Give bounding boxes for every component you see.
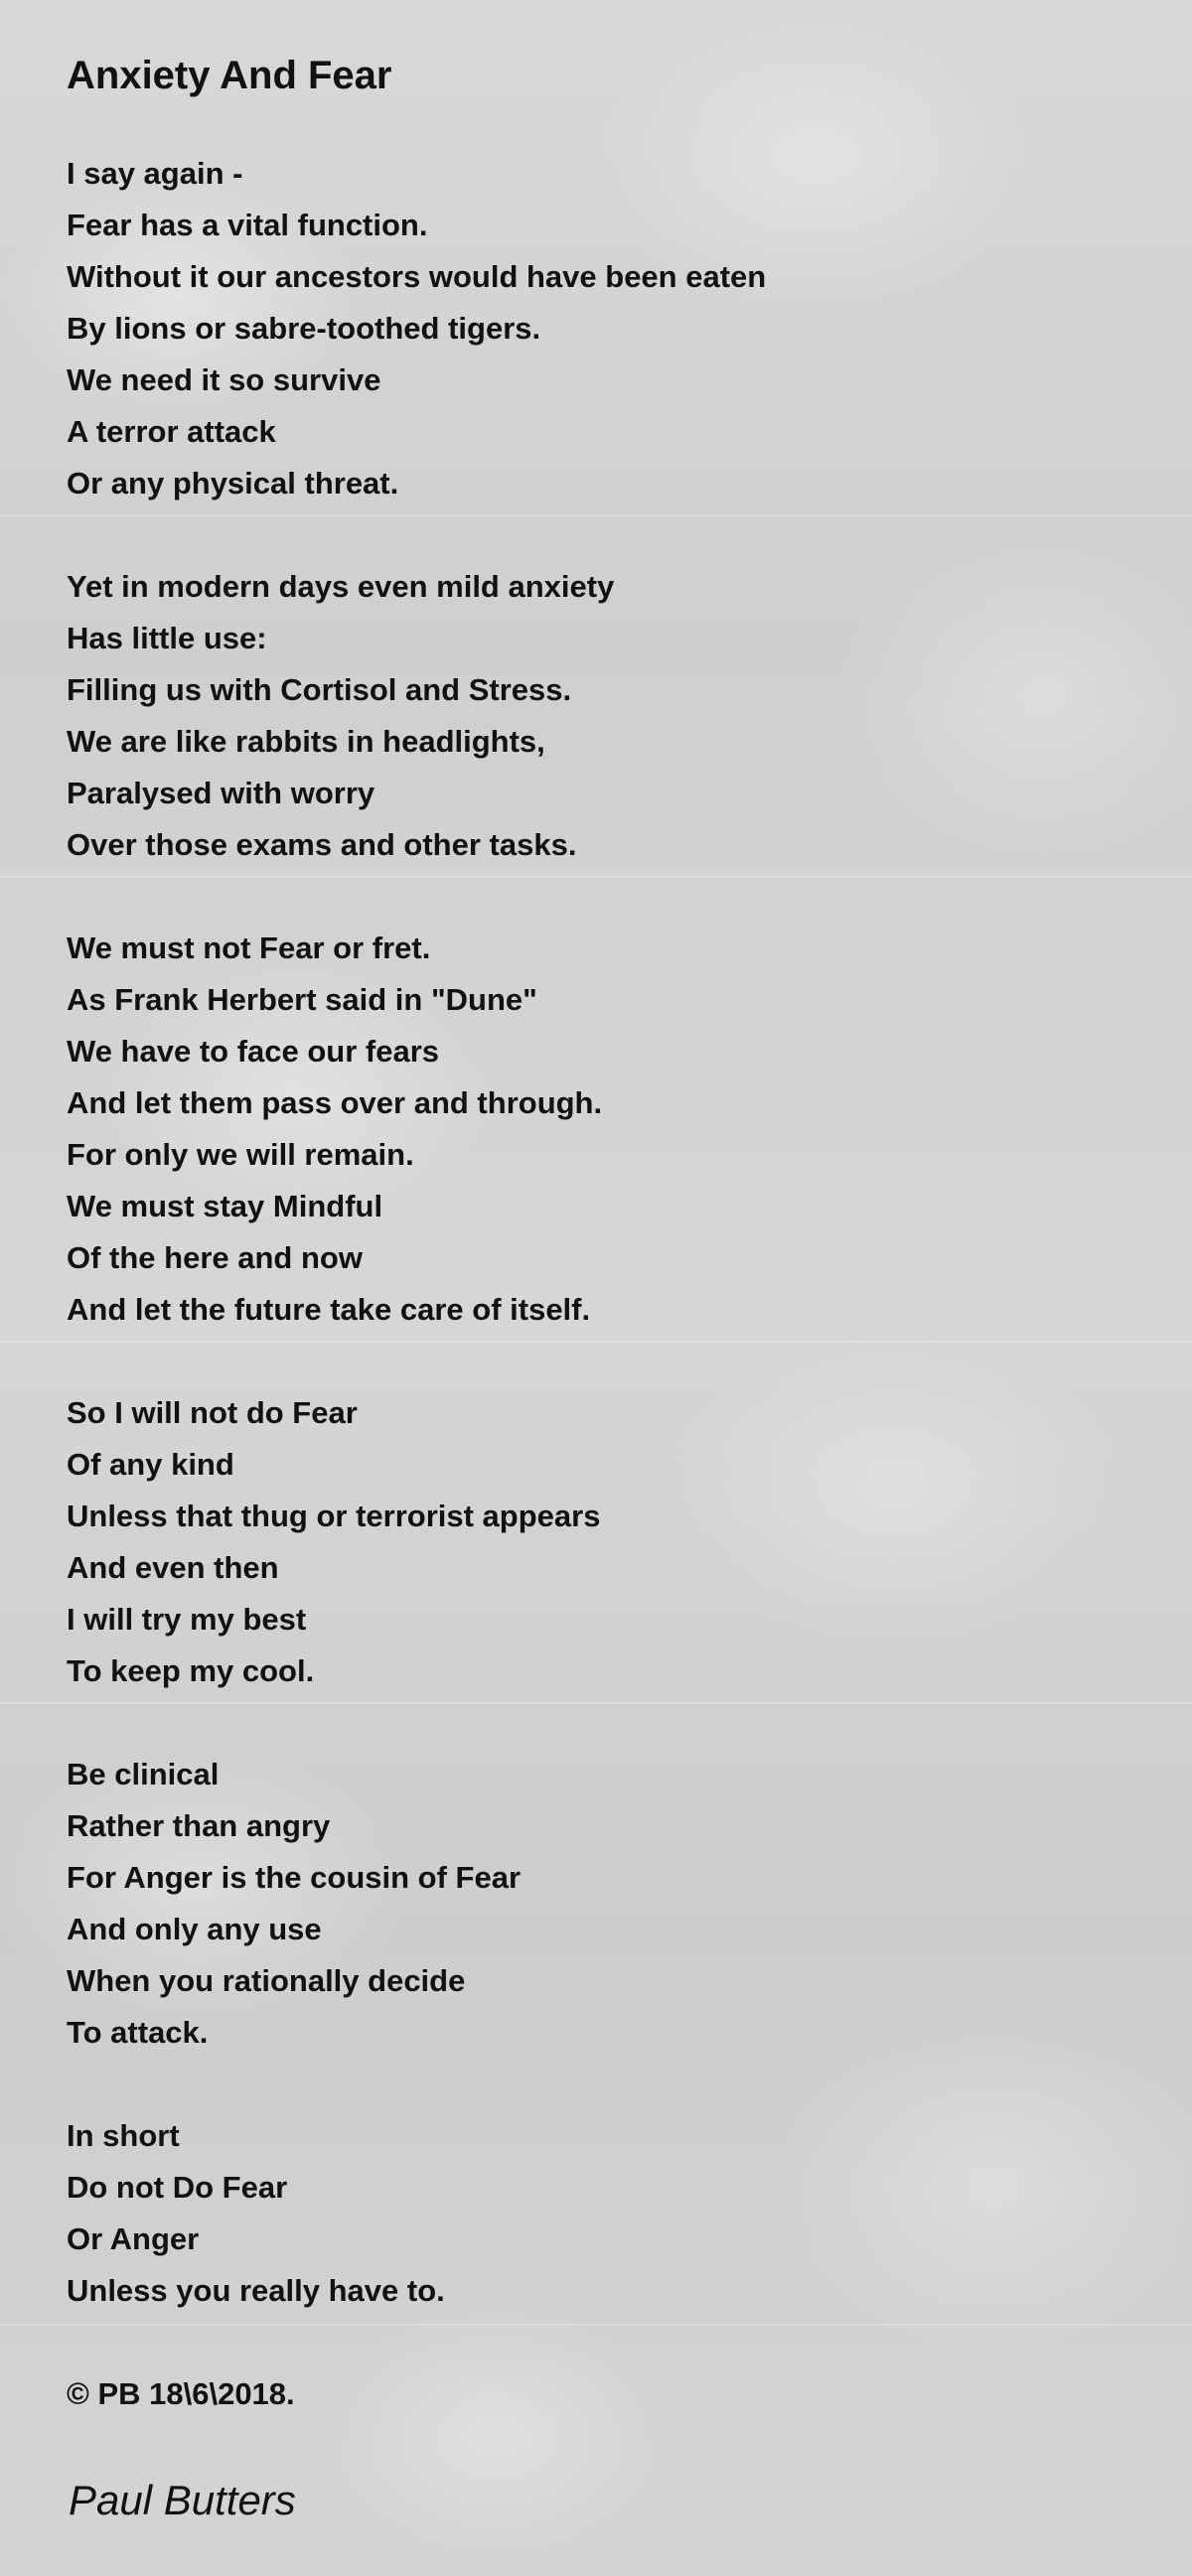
poem-line: Rather than angry xyxy=(67,1808,331,1843)
poem-line: Yet in modern days even mild anxiety xyxy=(67,569,615,604)
poem-stanza xyxy=(67,1387,766,1697)
poem-line: When you rationally decide xyxy=(67,1963,466,1998)
poem-stanza xyxy=(67,561,766,871)
poem-line: We need it so survive xyxy=(67,362,381,397)
poem-line: To attack. xyxy=(67,2015,209,2050)
poem-line: I say again - xyxy=(67,156,243,191)
poem-line: Fear has a vital function. xyxy=(67,208,428,242)
poem-line: We must stay Mindful xyxy=(67,1189,383,1223)
poem-line: As Frank Herbert said in "Dune" xyxy=(67,982,537,1017)
poem-line: And even then xyxy=(67,1550,279,1585)
poem-line: For Anger is the cousin of Fear xyxy=(67,1860,522,1895)
poem-line: By lions or sabre-toothed tigers. xyxy=(67,311,541,346)
poem-body xyxy=(67,148,766,2368)
poem-line: Unless that thug or terrorist appears xyxy=(67,1499,601,1533)
poem-line: We are like rabbits in headlights, xyxy=(67,724,545,759)
poem-line: Paralysed with worry xyxy=(67,776,375,810)
author-name: Paul Butters xyxy=(69,2477,296,2523)
poem-line: Of the here and now xyxy=(67,1240,363,1275)
poem-stanza xyxy=(67,923,766,1336)
copyright-notice: © PB 18\6\2018. xyxy=(67,2376,295,2411)
poem-line: Do not Do Fear xyxy=(67,2170,288,2205)
poem-line: And only any use xyxy=(67,1912,322,1946)
poem-line: I will try my best xyxy=(67,1602,307,1637)
poem-line: Or Anger xyxy=(67,2221,200,2256)
poem-line: We have to face our fears xyxy=(67,1034,440,1069)
poem-line: Of any kind xyxy=(67,1447,234,1482)
poem-line: To keep my cool. xyxy=(67,1653,315,1688)
poem-stanza xyxy=(67,2110,766,2317)
poem-line: Has little use: xyxy=(67,621,267,655)
poem-line: Without it our ancestors would have been eaten xyxy=(67,259,767,294)
poem-stanza xyxy=(67,148,766,509)
poem-line: So I will not do Fear xyxy=(67,1395,358,1430)
poem-line: We must not Fear or fret. xyxy=(67,930,431,965)
poem-stanza xyxy=(67,1749,766,2059)
poem-line: In short xyxy=(67,2118,180,2153)
poem-title: Anxiety And Fear xyxy=(67,54,392,97)
poem-line: And let them pass over and through. xyxy=(67,1085,603,1120)
poem-line: Over those exams and other tasks. xyxy=(67,827,577,862)
poem-line: A terror attack xyxy=(67,414,276,449)
poem-line: And let the future take care of itself. xyxy=(67,1292,591,1327)
poem-line: For only we will remain. xyxy=(67,1137,414,1172)
poem-line: Unless you really have to. xyxy=(67,2273,445,2308)
poem-line: Be clinical xyxy=(67,1757,220,1791)
poem-line: Or any physical threat. xyxy=(67,466,399,501)
poem-line: Filling us with Cortisol and Stress. xyxy=(67,672,572,707)
